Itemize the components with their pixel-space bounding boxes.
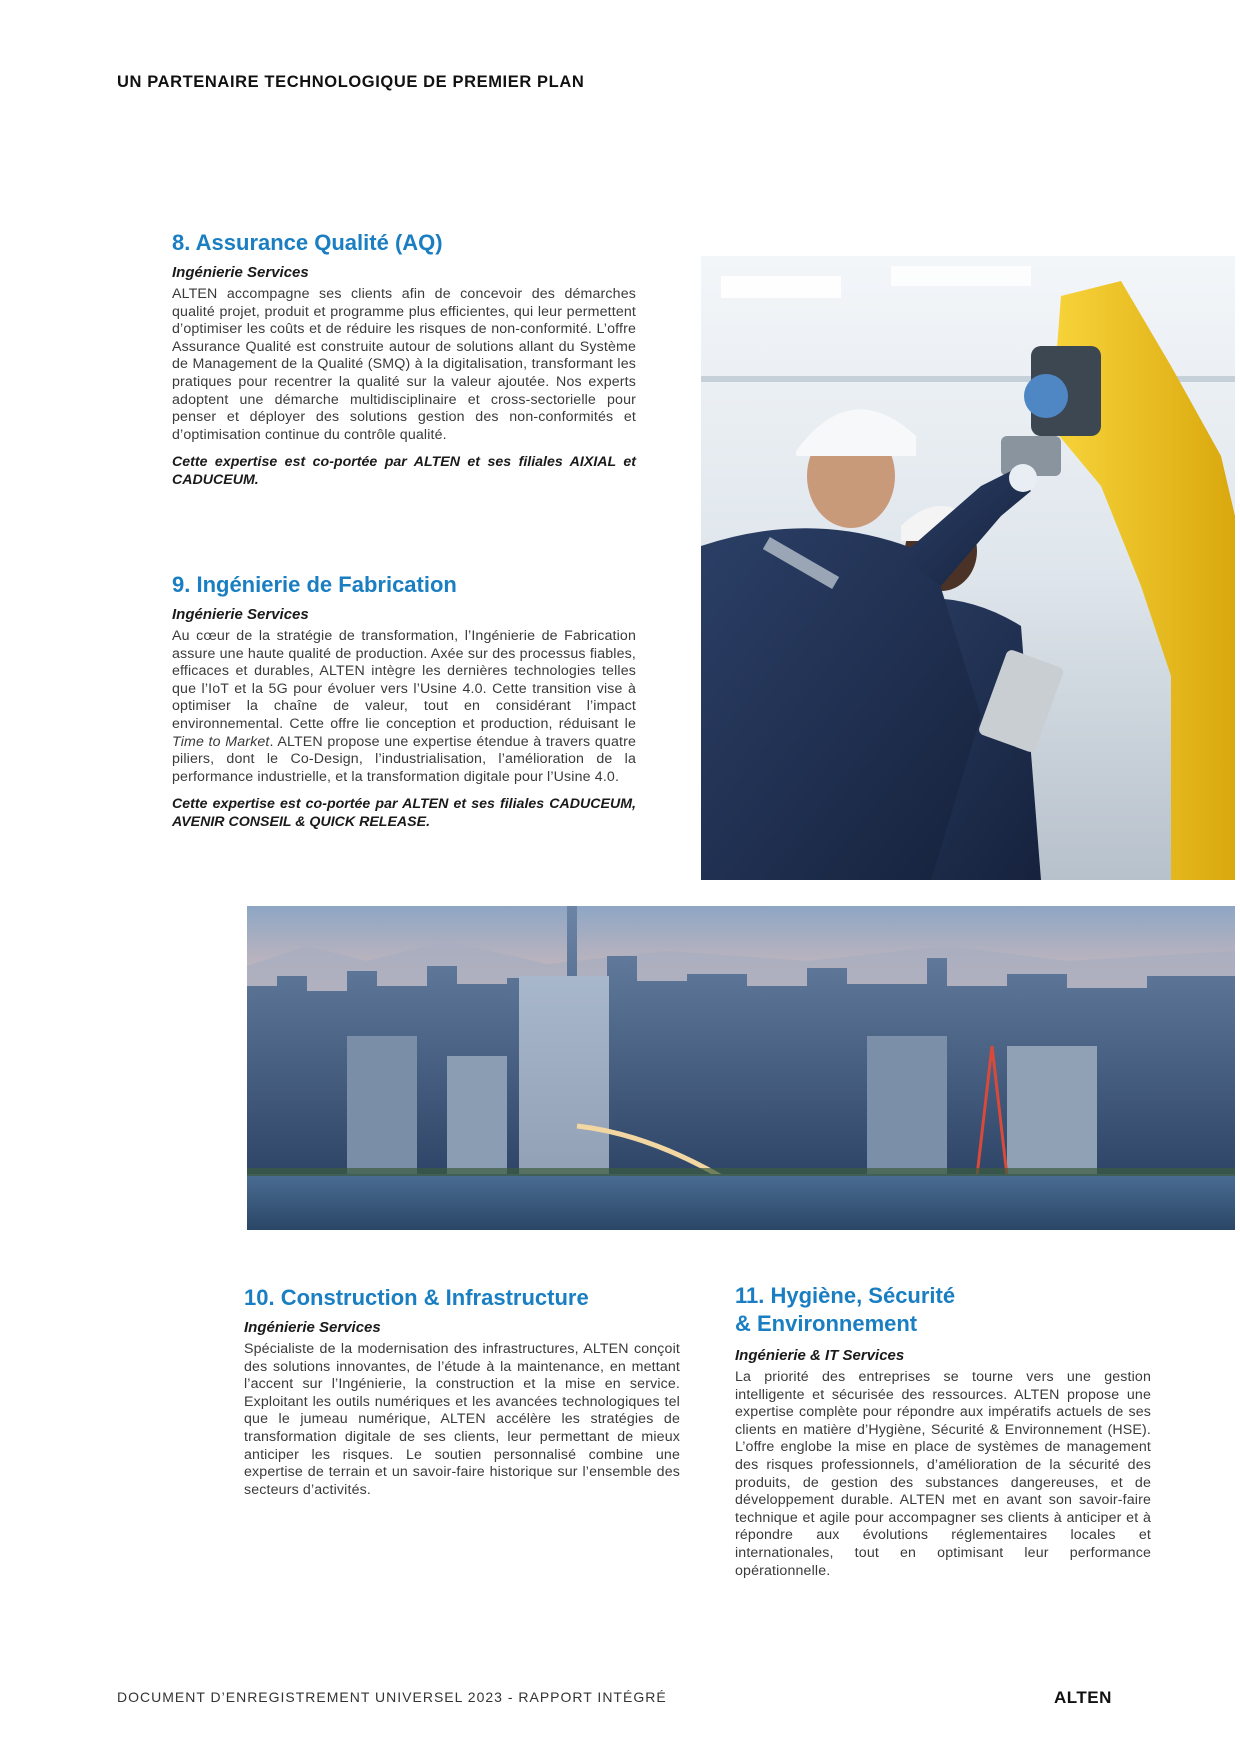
footer-document-title: DOCUMENT D’ENREGISTREMENT UNIVERSEL 2023 - RAPPORT INTÉGRÉ	[117, 1689, 667, 1705]
city-skyline-photo	[247, 906, 1235, 1230]
engineers-robot-photo	[701, 256, 1235, 880]
section-subtitle: Ingénierie & IT Services	[735, 1347, 905, 1364]
section-construction-infrastructure	[244, 1284, 680, 1499]
body-text: . ALTEN propose une expertise étendue à travers quatre piliers, dont le Co-Design, l’industrialisation, l’amélioration de la performance industrielle, et la transformation digitale pour l’Usine 4.0.	[172, 733, 636, 785]
section-ingenierie-fabrication	[172, 571, 636, 832]
section-note: Cette expertise est co-portée par ALTEN et ses filiales CADUCEUM, AVENIR CONSEIL & QUICK RELEASE.	[172, 796, 636, 830]
body-text: Au cœur de la stratégie de transformation, l’Ingénierie de Fabrication assure une haute qualité de production. Axée sur des processus fiables, efficaces et durables, ALTEN intègre les dernières technologies telles que l’IoT et la 5G pour évoluer vers l’Usine 4.0. Cette transition vise à optimiser la chaîne de valeur, tout en considérant l’impact environnemental. Cette offre lie conception et production, réduisant le	[172, 628, 636, 732]
section-note: Cette expertise est co-portée par ALTEN et ses filiales AIXIAL et CADUCEUM.	[172, 454, 636, 488]
section-subtitle: Ingénierie Services	[172, 606, 309, 623]
section-body: La priorité des entreprises se tourne vers une gestion intelligente et sécurisée des ressources. ALTEN propose une expertise complète pour répondre aux impératifs actuels de ses clients en matière d’Hygiène, Sécurité & Environnement (HSE). L’offre englobe la mise en place de systèmes de management des risques professionnels, d’amélioration de la sécurité des produits, de gestion des substances dangereuses, et de développement durable. ALTEN met en avant son savoir-faire technique et agile pour accompagner ses clients à anticiper et à répondre aux évolutions réglementaires locales et internationales, tout en optimisant leur performance opérationnelle.	[735, 1369, 1151, 1579]
title-line: & Environnement	[735, 1311, 918, 1336]
section-subtitle: Ingénierie Services	[244, 1319, 381, 1336]
section-assurance-qualite	[172, 229, 636, 490]
body-emphasis: Time to Market	[172, 733, 270, 750]
section-title: 8. Assurance Qualité (AQ)	[172, 230, 443, 255]
section-body: ALTEN accompagne ses clients afin de concevoir des démarches qualité projet, produit et programme plus efficientes, qui leur permettent d’optimiser les coûts et de réduire les risques de non-conformité. L’offre Assurance Qualité est construite autour de solutions allant du Système de Management de la Qualité (SMQ) à la digitalisation, transformant les pratiques pour recentrer la qualité sur la valeur ajoutée. Nos experts adoptent une démarche multidisciplinaire et cross-sectorielle pour penser et déployer des solutions gestion des non-conformités et d’optimisation continue du contrôle qualité.	[172, 286, 636, 443]
footer-brand-logo: ALTEN	[1054, 1688, 1112, 1707]
section-hygiene-securite-environnement	[735, 1282, 1151, 1580]
engineers-robot-illustration	[701, 256, 1235, 880]
title-line: 11. Hygiène, Sécurité	[735, 1283, 956, 1308]
running-header: UN PARTENAIRE TECHNOLOGIQUE DE PREMIER PLAN	[117, 73, 585, 91]
city-skyline-illustration	[247, 906, 1235, 1230]
section-title: 9. Ingénierie de Fabrication	[172, 572, 457, 597]
section-title	[735, 1282, 1151, 1338]
section-title: 10. Construction & Infrastructure	[244, 1285, 589, 1310]
section-body	[172, 628, 636, 786]
section-subtitle: Ingénierie Services	[172, 264, 309, 281]
section-body: Spécialiste de la modernisation des infrastructures, ALTEN conçoit des solutions innovantes, de l’étude à la maintenance, en mettant l’accent sur l’Ingénierie, la construction et la mise en service. Exploitant les outils numériques et les avancées technologiques tel que le jumeau numérique, ALTEN accélère les stratégies de transformation digitale de ses clients, leur permettant de mieux anticiper les risques. Le soutien personnalisé combine une expertise de terrain et un savoir-faire historique sur l’ensemble des secteurs d’activités.	[244, 1341, 680, 1498]
